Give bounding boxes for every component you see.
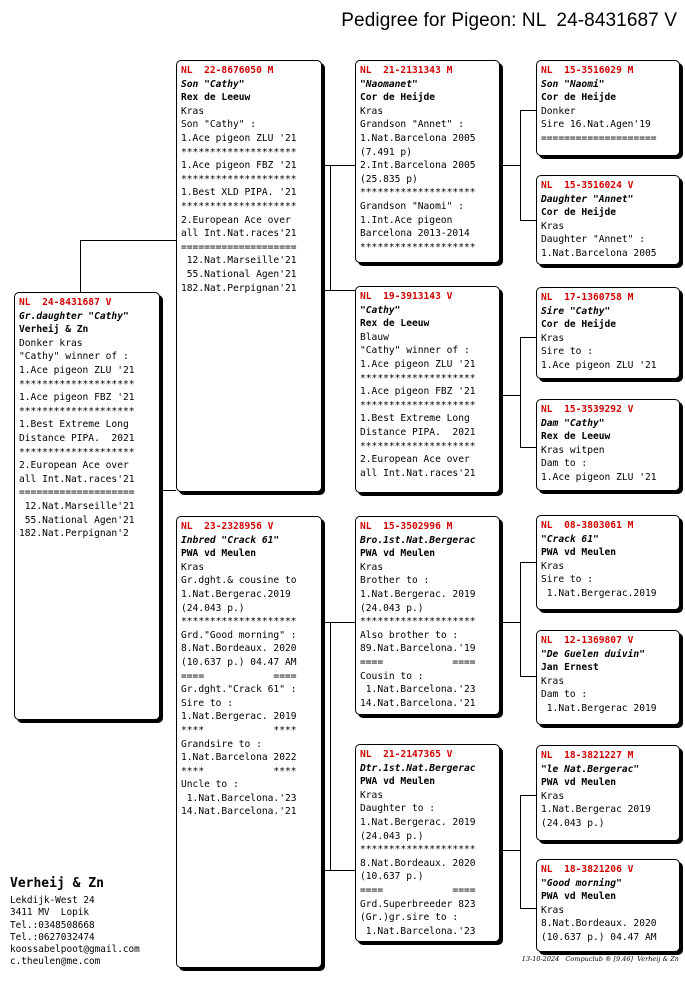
card-detail-line: ==================== xyxy=(541,132,657,144)
card-detail-line: Daughter "Annet" : xyxy=(541,234,645,246)
ring-number: NL 15-3539292 V xyxy=(541,404,634,415)
card-detail-line: (Gr.)gr.sire to : xyxy=(360,912,459,924)
pigeon-name: "Good morning" xyxy=(541,877,622,889)
card-details xyxy=(181,561,317,819)
connector-line xyxy=(500,850,520,851)
card-details xyxy=(360,105,495,255)
pigeon-card-sire-sire-sire[interactable] xyxy=(536,60,680,156)
owner-name: Verheij & Zn xyxy=(10,876,104,891)
card-detail-line: "Cathy" winner of : xyxy=(19,351,129,363)
card-detail-line: Dam to : xyxy=(541,458,588,470)
card-detail-line: ==== ==== xyxy=(181,670,297,682)
card-detail-line: 1.Nat.Barcelona.'23 xyxy=(181,792,297,804)
connector-line xyxy=(520,110,536,111)
card-detail-line: 1.Ace pigeon ZLU '21 xyxy=(181,132,297,144)
pigeon-card-sire-dam-sire[interactable] xyxy=(536,287,680,379)
pigeon-card-subject[interactable] xyxy=(14,292,160,720)
card-detail-line: 1.Nat.Bergerac.2019 xyxy=(541,587,657,599)
card-detail-line: ******************** xyxy=(181,616,297,628)
card-detail-line: Kras xyxy=(541,675,565,687)
card-detail-line: 1.Nat.Bergerac. 2019 xyxy=(181,711,297,723)
card-details xyxy=(541,332,675,373)
card-detail-line: 1.Nat.Barcelona.'23 xyxy=(360,925,476,937)
card-detail-line: Brother to : xyxy=(360,575,430,587)
connector-line xyxy=(520,795,536,796)
card-detail-line: all Int.Nat.races'21 xyxy=(360,467,476,479)
card-detail-line: 8.Nat.Bordeaux. 2020 xyxy=(360,857,476,869)
card-detail-line: Kras xyxy=(541,220,565,232)
connector-line xyxy=(322,165,355,166)
card-details xyxy=(360,331,495,481)
pigeon-card-sire-dam-dam[interactable] xyxy=(536,399,680,491)
ring-number: NL 12-1369807 V xyxy=(541,635,634,646)
pigeon-card-sire-sire-dam[interactable] xyxy=(536,175,680,265)
card-detail-line: ******************** xyxy=(181,173,297,185)
ring-number: NL 15-3516024 V xyxy=(541,180,634,191)
connector-line xyxy=(322,622,355,623)
card-detail-line: 8.Nat.Bordeaux. 2020 xyxy=(181,643,297,655)
card-detail-line: ******************** xyxy=(19,446,135,458)
pigeon-card-dam-sire[interactable] xyxy=(355,516,500,715)
card-detail-line: ******************** xyxy=(181,146,297,158)
pigeon-name: Bro.1st.Nat.Bergerac xyxy=(360,534,476,546)
card-details xyxy=(360,561,495,711)
card-detail-line: Kras xyxy=(360,561,384,573)
card-detail-line: 2.Int.Barcelona 2005 xyxy=(360,160,476,172)
card-detail-line: ******************** xyxy=(360,844,476,856)
breeder-name: Cor de Heijde xyxy=(541,207,617,219)
card-detail-line: Kras xyxy=(541,790,565,802)
connector-line xyxy=(520,795,521,908)
card-details xyxy=(19,337,155,541)
card-detail-line: Dam to : xyxy=(541,689,588,701)
connector-line xyxy=(500,395,520,396)
pigeon-name: "Naomanet" xyxy=(360,78,418,90)
breeder-name: Jan Ernest xyxy=(541,662,599,674)
connector-line xyxy=(520,337,536,338)
pigeon-card-dam-dam[interactable] xyxy=(355,744,500,942)
connector-line xyxy=(520,562,521,676)
breeder-name: PWA vd Meulen xyxy=(541,891,617,903)
pigeon-name: Inbred "Crack 61" xyxy=(181,534,280,546)
card-detail-line: Sire to : xyxy=(541,574,593,586)
connector-line xyxy=(330,165,331,290)
connector-line xyxy=(520,447,536,448)
connector-line xyxy=(80,240,176,241)
card-details xyxy=(181,105,317,295)
card-detail-line: 1.Nat.Barcelona.'23 xyxy=(360,684,476,696)
card-detail-line: (10.637 p.) xyxy=(360,871,424,883)
card-detail-line: 1.Nat.Barcelona 2005 xyxy=(360,132,476,144)
card-detail-line: (24.043 p.) xyxy=(181,602,245,614)
card-detail-line: ******************** xyxy=(360,616,476,628)
breeder-name: Rex de Leeuw xyxy=(181,92,251,104)
pigeon-card-dam-dam-dam[interactable] xyxy=(536,859,680,952)
card-detail-line: 1.Ace pigeon FBZ '21 xyxy=(181,160,297,172)
ring-number: NL 08-3803061 M xyxy=(541,520,634,531)
card-detail-line: 1.Nat.Bergerac. 2019 xyxy=(360,816,476,828)
card-details xyxy=(541,105,675,146)
card-detail-line: (10.637 p.) 04.47 AM xyxy=(541,931,657,943)
card-detail-line: Distance PIPA. 2021 xyxy=(19,432,135,444)
card-detail-line: 55.National Agen'21 xyxy=(181,268,297,280)
card-details xyxy=(541,675,675,716)
card-detail-line: Son "Cathy" : xyxy=(181,119,257,131)
card-details xyxy=(541,560,675,601)
ring-number: NL 15-3502996 M xyxy=(360,521,453,532)
card-details xyxy=(541,904,675,945)
owner-contact xyxy=(10,895,140,969)
card-details xyxy=(541,790,675,831)
card-detail-line: ******************** xyxy=(360,372,476,384)
breeder-name: PWA vd Meulen xyxy=(360,548,436,560)
card-detail-line: 1.Nat.Bergerac. 2019 xyxy=(360,588,476,600)
ring-number: NL 24-8431687 V xyxy=(19,297,112,308)
card-detail-line: 14.Nat.Barcelona.'21 xyxy=(181,806,297,818)
card-detail-line: (25.835 p) xyxy=(360,173,418,185)
connector-line xyxy=(520,220,536,221)
card-detail-line: Kras xyxy=(360,789,384,801)
pigeon-name: "Cathy" xyxy=(360,304,401,316)
breeder-name: PWA vd Meulen xyxy=(181,548,257,560)
connector-line xyxy=(520,110,521,220)
breeder-name: PWA vd Meulen xyxy=(360,776,436,788)
card-details xyxy=(360,789,495,939)
connector-line xyxy=(520,562,536,563)
card-detail-line: 1.Best XLD PIPA. '21 xyxy=(181,187,297,199)
ring-number: NL 18-3821227 M xyxy=(541,750,634,761)
ring-number: NL 21-2147365 V xyxy=(360,749,453,760)
card-detail-line: ******************** xyxy=(360,399,476,411)
card-detail-line: ==================== xyxy=(19,487,135,499)
pigeon-name: Daughter "Annet" xyxy=(541,193,634,205)
ring-number: NL 15-3516029 M xyxy=(541,65,634,76)
breeder-name: Rex de Leeuw xyxy=(360,318,430,330)
card-detail-line: 1.Nat.Bergerac 2019 xyxy=(541,702,657,714)
card-detail-line: (24.043 p.) xyxy=(360,602,424,614)
pigeon-name: Son "Cathy" xyxy=(181,78,245,90)
card-detail-line: ******************** xyxy=(181,200,297,212)
pigeon-name: "Crack 61" xyxy=(541,533,599,545)
breeder-name: PWA vd Meulen xyxy=(541,547,617,559)
card-detail-line: ==== ==== xyxy=(360,656,476,668)
breeder-name: Cor de Heijde xyxy=(541,319,617,331)
card-detail-line: Kras xyxy=(541,332,565,344)
card-detail-line: **** **** xyxy=(181,765,297,777)
connector-line xyxy=(80,240,81,292)
pigeon-name: "De Guelen duivin" xyxy=(541,648,645,660)
card-detail-line: Donker xyxy=(541,105,576,117)
owner-phone: Tel.:0348508668 xyxy=(10,919,95,931)
connector-line xyxy=(322,870,355,871)
card-detail-line: ==================== xyxy=(181,241,297,253)
pigeon-card-dam-sire-sire[interactable] xyxy=(536,515,680,610)
card-detail-line: **** **** xyxy=(181,724,297,736)
pigeon-card-dam-sire-dam[interactable] xyxy=(536,630,680,725)
card-detail-line: 1.Int.Ace pigeon xyxy=(360,214,453,226)
card-detail-line: (10.637 p.) 04.47 AM xyxy=(181,656,297,668)
card-detail-line: Gr.dght.& cousine to xyxy=(181,575,297,587)
card-detail-line: Kras xyxy=(541,560,565,572)
card-detail-line: all Int.Nat.races'21 xyxy=(19,473,135,485)
owner-address-line: Lekdijk-West 24 xyxy=(10,895,95,906)
card-detail-line: 12.Nat.Marseille'21 xyxy=(19,500,135,512)
card-detail-line: 1.Ace pigeon ZLU '21 xyxy=(19,364,135,376)
card-detail-line: Grandson "Naomi" : xyxy=(360,200,464,212)
card-detail-line: Grd."Good morning" : xyxy=(181,629,297,641)
pigeon-name: Sire "Cathy" xyxy=(541,305,611,317)
breeder-name: PWA vd Meulen xyxy=(541,777,617,789)
card-detail-line: Distance PIPA. 2021 xyxy=(360,426,476,438)
card-detail-line: (7.491 p) xyxy=(360,146,412,158)
owner-email: koossabelpoot@gmail.com xyxy=(10,944,140,956)
pigeon-name: Gr.daughter "Cathy" xyxy=(19,310,129,322)
card-detail-line: 1.Ace pigeon FBZ '21 xyxy=(19,392,135,404)
card-detail-line: ******************** xyxy=(19,405,135,417)
print-info: 13-10-2024 Compuclub ® [9.46] Verheij & Zn xyxy=(521,955,679,963)
owner-email: c.theulen@me.com xyxy=(10,956,101,968)
connector-line xyxy=(330,622,331,870)
owner-phone: Tel.:0627032474 xyxy=(10,931,95,943)
pigeon-name: Son "Naomi" xyxy=(541,78,605,90)
pigeon-card-dam-dam-sire[interactable] xyxy=(536,745,680,841)
pigeon-card-sire-sire[interactable] xyxy=(355,60,500,263)
card-detail-line: Cousin to : xyxy=(360,670,424,682)
card-detail-line: (24.043 p.) xyxy=(360,830,424,842)
card-detail-line: Donker kras xyxy=(19,337,83,349)
pigeon-card-dam[interactable] xyxy=(176,516,322,968)
pigeon-name: "le Nat.Bergerac" xyxy=(541,763,640,775)
card-detail-line: Also brother to : xyxy=(360,629,459,641)
connector-line xyxy=(322,290,355,291)
breeder-name: Cor de Heijde xyxy=(541,92,617,104)
ring-number: NL 23-2328956 V xyxy=(181,521,274,532)
owner-address-line: 3411 MV Lopik xyxy=(10,907,90,919)
card-detail-line: Kras witpen xyxy=(541,444,605,456)
card-detail-line: Grandsire to : xyxy=(181,738,262,750)
card-detail-line: Grd.Superbreeder 823 xyxy=(360,898,476,910)
card-detail-line: Grandson "Annet" : xyxy=(360,119,464,131)
card-detail-line: 1.Nat.Barcelona 2005 xyxy=(541,247,657,259)
card-detail-line: 2.European Ace over xyxy=(19,460,129,472)
card-detail-line: 12.Nat.Marseille'21 xyxy=(181,255,297,267)
card-detail-line: 1.Nat.Bergerac.2019 xyxy=(181,588,291,600)
card-detail-line: 1.Nat.Barcelona 2022 xyxy=(181,752,297,764)
card-detail-line: Kras xyxy=(541,904,565,916)
connector-line xyxy=(500,622,520,623)
page-title: Pedigree for Pigeon: NL 24-8431687 V xyxy=(341,10,677,31)
card-detail-line: Sire 16.Nat.Agen'19 xyxy=(541,119,651,131)
card-detail-line: 2.European Ace over xyxy=(181,214,291,226)
card-detail-line: "Cathy" winner of : xyxy=(360,345,470,357)
ring-number: NL 21-2131343 M xyxy=(360,65,453,76)
card-detail-line: Blauw xyxy=(360,331,389,343)
card-detail-line: 2.European Ace over xyxy=(360,454,470,466)
ring-number: NL 18-3821206 V xyxy=(541,864,634,875)
card-detail-line: Uncle to : xyxy=(181,779,239,791)
card-detail-line: Kras xyxy=(181,105,205,117)
card-detail-line: 55.National Agen'21 xyxy=(19,514,135,526)
card-detail-line: Daughter to : xyxy=(360,803,436,815)
card-detail-line: Gr.dght."Crack 61" : xyxy=(181,684,297,696)
card-details xyxy=(541,220,675,261)
connector-line xyxy=(500,165,520,166)
card-detail-line: Kras xyxy=(360,105,384,117)
ring-number: NL 17-1360758 M xyxy=(541,292,634,303)
card-detail-line: 14.Nat.Barcelona.'21 xyxy=(360,697,476,709)
card-detail-line: all Int.Nat.races'21 xyxy=(181,228,297,240)
ring-number: NL 22-8676050 M xyxy=(181,65,274,76)
breeder-name: Rex de Leeuw xyxy=(541,431,611,443)
pigeon-card-sire-dam[interactable] xyxy=(355,286,500,493)
card-detail-line: (24.043 p.) xyxy=(541,817,605,829)
card-detail-line: ******************** xyxy=(360,241,476,253)
card-detail-line: 89.Nat.Barcelona.'19 xyxy=(360,643,476,655)
pigeon-card-sire[interactable] xyxy=(176,60,322,492)
card-detail-line: 8.Nat.Bordeaux. 2020 xyxy=(541,918,657,930)
card-detail-line: 182.Nat.Perpignan'21 xyxy=(181,282,297,294)
card-detail-line: 1.Best Extreme Long xyxy=(19,419,129,431)
card-detail-line: 1.Ace pigeon ZLU '21 xyxy=(541,359,657,371)
card-detail-line: 1.Nat.Bergerac 2019 xyxy=(541,804,651,816)
card-detail-line: 1.Ace pigeon FBZ '21 xyxy=(360,386,476,398)
connector-line xyxy=(520,337,521,447)
card-detail-line: 1.Ace pigeon ZLU '21 xyxy=(360,358,476,370)
card-detail-line: Barcelona 2013-2014 xyxy=(360,228,470,240)
card-detail-line: Sire to : xyxy=(181,697,233,709)
card-detail-line: ******************** xyxy=(19,378,135,390)
card-detail-line: 1.Best Extreme Long xyxy=(360,413,470,425)
breeder-name: Cor de Heijde xyxy=(360,92,436,104)
card-details xyxy=(541,444,675,485)
pigeon-name: Dtr.1st.Nat.Bergerac xyxy=(360,762,476,774)
connector-line xyxy=(520,908,536,909)
card-detail-line: 1.Ace pigeon ZLU '21 xyxy=(541,471,657,483)
pigeon-name: Dam "Cathy" xyxy=(541,417,605,429)
ring-number: NL 19-3913143 V xyxy=(360,291,453,302)
card-detail-line: 182.Nat.Perpignan'2 xyxy=(19,528,129,540)
card-detail-line: ==== ==== xyxy=(360,884,476,896)
card-detail-line: ******************** xyxy=(360,440,476,452)
card-detail-line: Kras xyxy=(181,561,205,573)
breeder-name: Verheij & Zn xyxy=(19,324,89,336)
card-detail-line: Sire to : xyxy=(541,346,593,358)
card-detail-line: ******************** xyxy=(360,187,476,199)
connector-line xyxy=(520,676,536,677)
